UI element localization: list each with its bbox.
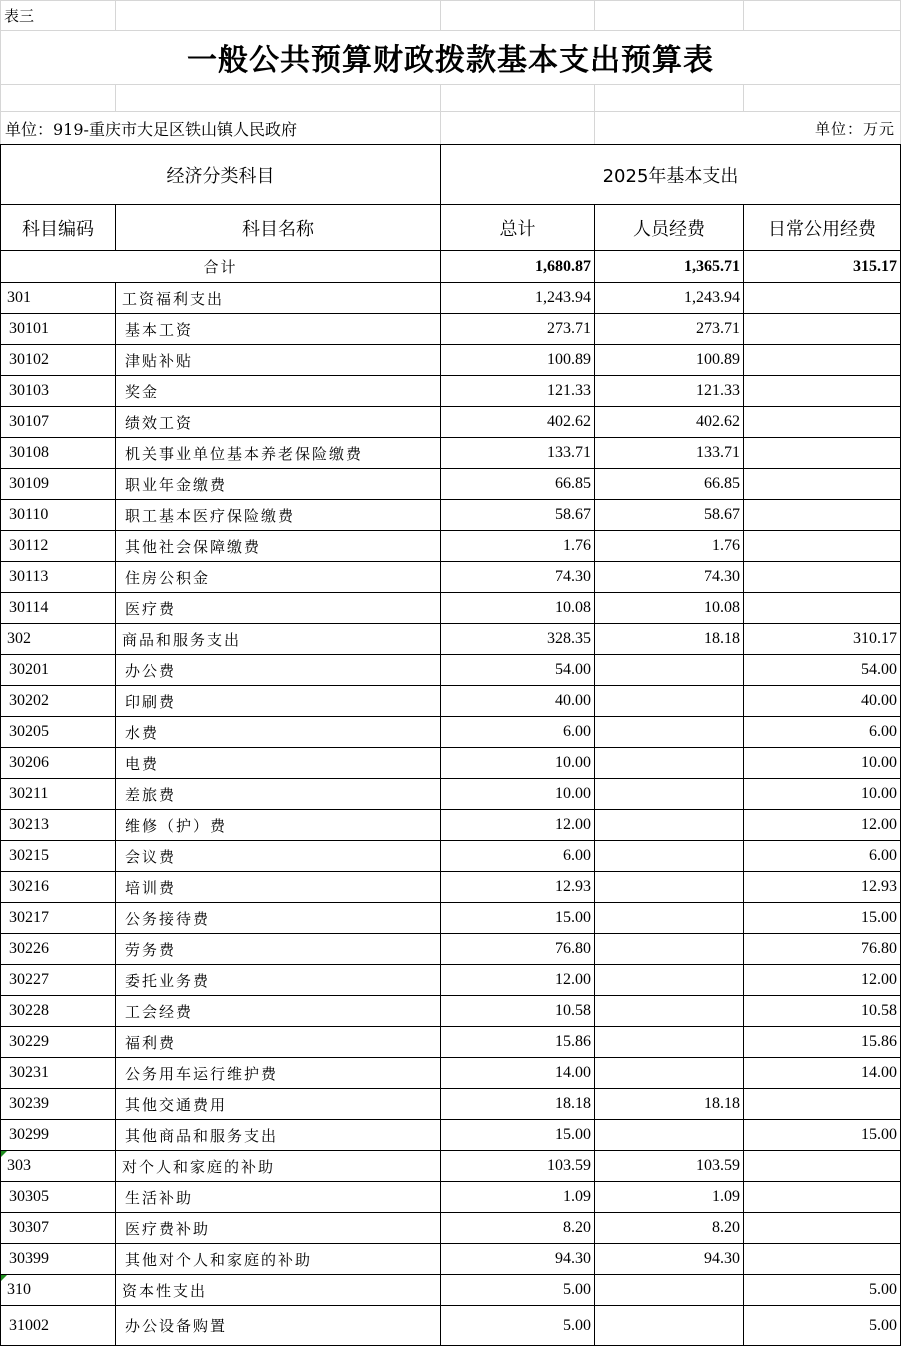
row-public: 10.00 bbox=[744, 779, 901, 810]
row-personnel: 66.85 bbox=[595, 469, 744, 500]
row-personnel bbox=[595, 810, 744, 841]
row-name: 水费 bbox=[116, 717, 441, 748]
table-row bbox=[0, 996, 901, 1027]
row-total: 6.00 bbox=[441, 841, 595, 872]
row-code: 30227 bbox=[0, 965, 116, 996]
row-personnel bbox=[595, 655, 744, 686]
row-personnel: 58.67 bbox=[595, 500, 744, 531]
row-total: 15.86 bbox=[441, 1027, 595, 1058]
row-public: 40.00 bbox=[744, 686, 901, 717]
table-row bbox=[0, 376, 901, 407]
total-row bbox=[0, 251, 901, 283]
row-code: 30216 bbox=[0, 872, 116, 903]
unit-currency: 单位：万元 bbox=[814, 119, 895, 138]
row-total: 10.58 bbox=[441, 996, 595, 1027]
row-code: 30109 bbox=[0, 469, 116, 500]
total-sum: 1,680.87 bbox=[441, 251, 595, 283]
row-total: 10.00 bbox=[441, 779, 595, 810]
row-code: 30113 bbox=[0, 562, 116, 593]
row-code: 30206 bbox=[0, 748, 116, 779]
row-personnel bbox=[595, 1027, 744, 1058]
header-name: 科目名称 bbox=[116, 205, 441, 251]
row-public: 5.00 bbox=[744, 1306, 901, 1346]
row-public bbox=[744, 1182, 901, 1213]
row-total: 76.80 bbox=[441, 934, 595, 965]
row-code: 30202 bbox=[0, 686, 116, 717]
row-total: 40.00 bbox=[441, 686, 595, 717]
row-public: 14.00 bbox=[744, 1058, 901, 1089]
row-personnel bbox=[595, 903, 744, 934]
row-total: 94.30 bbox=[441, 1244, 595, 1275]
row-code: 30201 bbox=[0, 655, 116, 686]
total-personnel: 1,365.71 bbox=[595, 251, 744, 283]
row-public bbox=[744, 438, 901, 469]
row-total: 133.71 bbox=[441, 438, 595, 469]
row-personnel: 18.18 bbox=[595, 1089, 744, 1120]
row-public: 15.00 bbox=[744, 1120, 901, 1151]
row-name: 公务接待费 bbox=[116, 903, 441, 934]
row-personnel bbox=[595, 1120, 744, 1151]
row-total: 14.00 bbox=[441, 1058, 595, 1089]
row-name: 印刷费 bbox=[116, 686, 441, 717]
row-code: 30110 bbox=[0, 500, 116, 531]
row-code: 30114 bbox=[0, 593, 116, 624]
row-name: 医疗费 bbox=[116, 593, 441, 624]
row-total: 5.00 bbox=[441, 1306, 595, 1346]
table-row bbox=[0, 965, 901, 996]
row-total: 6.00 bbox=[441, 717, 595, 748]
header-total: 总计 bbox=[441, 205, 595, 251]
row-name: 津贴补贴 bbox=[116, 345, 441, 376]
row-public: 310.17 bbox=[744, 624, 901, 655]
row-personnel: 121.33 bbox=[595, 376, 744, 407]
row-code: 30299 bbox=[0, 1120, 116, 1151]
table-row bbox=[0, 469, 901, 500]
row-total: 328.35 bbox=[441, 624, 595, 655]
row-personnel: 133.71 bbox=[595, 438, 744, 469]
row-code: 30226 bbox=[0, 934, 116, 965]
row-name: 劳务费 bbox=[116, 934, 441, 965]
row-public bbox=[744, 314, 901, 345]
table-row bbox=[0, 934, 901, 965]
row-name: 福利费 bbox=[116, 1027, 441, 1058]
row-total: 100.89 bbox=[441, 345, 595, 376]
table-row bbox=[0, 1120, 901, 1151]
row-total: 8.20 bbox=[441, 1213, 595, 1244]
row-code: 30103 bbox=[0, 376, 116, 407]
row-code: 30228 bbox=[0, 996, 116, 1027]
row-public: 10.00 bbox=[744, 748, 901, 779]
row-public: 15.86 bbox=[744, 1027, 901, 1058]
row-name: 资本性支出 bbox=[116, 1275, 441, 1306]
row-public: 15.00 bbox=[744, 903, 901, 934]
header-basic-expenditure: 2025年基本支出 bbox=[441, 144, 901, 205]
row-total: 58.67 bbox=[441, 500, 595, 531]
row-code: 30205 bbox=[0, 717, 116, 748]
row-name: 培训费 bbox=[116, 872, 441, 903]
row-name: 生活补助 bbox=[116, 1182, 441, 1213]
row-total: 1.09 bbox=[441, 1182, 595, 1213]
row-name: 机关事业单位基本养老保险缴费 bbox=[116, 438, 441, 469]
row-code: 30102 bbox=[0, 345, 116, 376]
table-row bbox=[0, 1306, 901, 1346]
row-code: 303 bbox=[0, 1151, 116, 1182]
row-personnel: 402.62 bbox=[595, 407, 744, 438]
total-label: 合计 bbox=[0, 251, 441, 283]
row-name: 绩效工资 bbox=[116, 407, 441, 438]
row-name: 委托业务费 bbox=[116, 965, 441, 996]
row-code: 30217 bbox=[0, 903, 116, 934]
row-public bbox=[744, 500, 901, 531]
row-public: 10.58 bbox=[744, 996, 901, 1027]
row-code: 302 bbox=[0, 624, 116, 655]
table-row bbox=[0, 531, 901, 562]
row-public: 12.00 bbox=[744, 810, 901, 841]
row-name: 对个人和家庭的补助 bbox=[116, 1151, 441, 1182]
row-personnel: 18.18 bbox=[595, 624, 744, 655]
row-public: 6.00 bbox=[744, 717, 901, 748]
row-personnel: 10.08 bbox=[595, 593, 744, 624]
row-personnel bbox=[595, 717, 744, 748]
row-total: 66.85 bbox=[441, 469, 595, 500]
row-code: 30213 bbox=[0, 810, 116, 841]
table-row bbox=[0, 1244, 901, 1275]
row-personnel bbox=[595, 1058, 744, 1089]
row-public: 54.00 bbox=[744, 655, 901, 686]
row-name: 职业年金缴费 bbox=[116, 469, 441, 500]
table-row bbox=[0, 314, 901, 345]
row-total: 10.00 bbox=[441, 748, 595, 779]
row-total: 5.00 bbox=[441, 1275, 595, 1306]
table-label: 表三 bbox=[4, 6, 35, 25]
row-total: 103.59 bbox=[441, 1151, 595, 1182]
row-personnel bbox=[595, 872, 744, 903]
row-personnel: 100.89 bbox=[595, 345, 744, 376]
row-personnel bbox=[595, 1306, 744, 1346]
row-total: 15.00 bbox=[441, 903, 595, 934]
table-row bbox=[0, 1213, 901, 1244]
row-personnel: 8.20 bbox=[595, 1213, 744, 1244]
row-personnel: 1.76 bbox=[595, 531, 744, 562]
row-total: 12.00 bbox=[441, 810, 595, 841]
row-name: 电费 bbox=[116, 748, 441, 779]
cell-flag-icon bbox=[1, 1151, 7, 1157]
table-row bbox=[0, 686, 901, 717]
row-total: 1.76 bbox=[441, 531, 595, 562]
table-row bbox=[0, 717, 901, 748]
row-code: 310 bbox=[0, 1275, 116, 1306]
table-row bbox=[0, 872, 901, 903]
row-code: 30108 bbox=[0, 438, 116, 469]
row-public bbox=[744, 531, 901, 562]
row-total: 74.30 bbox=[441, 562, 595, 593]
row-public bbox=[744, 407, 901, 438]
total-public: 315.17 bbox=[744, 251, 901, 283]
row-total: 54.00 bbox=[441, 655, 595, 686]
row-public bbox=[744, 376, 901, 407]
row-public: 6.00 bbox=[744, 841, 901, 872]
row-personnel bbox=[595, 965, 744, 996]
page-title: 一般公共预算财政拨款基本支出预算表 bbox=[187, 43, 714, 78]
row-public: 76.80 bbox=[744, 934, 901, 965]
row-personnel: 94.30 bbox=[595, 1244, 744, 1275]
table-row bbox=[0, 1027, 901, 1058]
row-name: 其他对个人和家庭的补助 bbox=[116, 1244, 441, 1275]
row-personnel: 74.30 bbox=[595, 562, 744, 593]
table-row bbox=[0, 624, 901, 655]
table-row bbox=[0, 407, 901, 438]
row-public bbox=[744, 1151, 901, 1182]
row-name: 会议费 bbox=[116, 841, 441, 872]
row-name: 职工基本医疗保险缴费 bbox=[116, 500, 441, 531]
row-total: 15.00 bbox=[441, 1120, 595, 1151]
table-row bbox=[0, 1275, 901, 1306]
header-public: 日常公用经费 bbox=[744, 205, 901, 251]
row-code: 30231 bbox=[0, 1058, 116, 1089]
row-name: 办公设备购置 bbox=[116, 1306, 441, 1346]
row-total: 273.71 bbox=[441, 314, 595, 345]
row-name: 奖金 bbox=[116, 376, 441, 407]
row-public bbox=[744, 283, 901, 314]
row-name: 其他交通费用 bbox=[116, 1089, 441, 1120]
row-personnel bbox=[595, 841, 744, 872]
row-personnel: 103.59 bbox=[595, 1151, 744, 1182]
header-economic-category: 经济分类科目 bbox=[0, 144, 441, 205]
row-name: 办公费 bbox=[116, 655, 441, 686]
row-total: 1,243.94 bbox=[441, 283, 595, 314]
row-personnel bbox=[595, 1275, 744, 1306]
row-name: 其他社会保障缴费 bbox=[116, 531, 441, 562]
row-name: 住房公积金 bbox=[116, 562, 441, 593]
cell-flag-icon bbox=[1, 1275, 7, 1281]
table-row bbox=[0, 1182, 901, 1213]
row-total: 402.62 bbox=[441, 407, 595, 438]
row-code: 30307 bbox=[0, 1213, 116, 1244]
row-code: 31002 bbox=[0, 1306, 116, 1346]
row-code: 30239 bbox=[0, 1089, 116, 1120]
row-code: 301 bbox=[0, 283, 116, 314]
row-personnel: 1,243.94 bbox=[595, 283, 744, 314]
row-name: 基本工资 bbox=[116, 314, 441, 345]
row-public bbox=[744, 345, 901, 376]
table-row bbox=[0, 500, 901, 531]
table-row bbox=[0, 562, 901, 593]
row-name: 商品和服务支出 bbox=[116, 624, 441, 655]
row-public bbox=[744, 1213, 901, 1244]
row-code: 30229 bbox=[0, 1027, 116, 1058]
row-public: 12.00 bbox=[744, 965, 901, 996]
row-personnel bbox=[595, 779, 744, 810]
row-code: 30399 bbox=[0, 1244, 116, 1275]
row-total: 12.00 bbox=[441, 965, 595, 996]
table-row bbox=[0, 1151, 901, 1182]
row-code: 30112 bbox=[0, 531, 116, 562]
row-public: 5.00 bbox=[744, 1275, 901, 1306]
header-personnel: 人员经费 bbox=[595, 205, 744, 251]
row-total: 18.18 bbox=[441, 1089, 595, 1120]
row-name: 公务用车运行维护费 bbox=[116, 1058, 441, 1089]
row-public: 12.93 bbox=[744, 872, 901, 903]
unit-org: 单位：919-重庆市大足区铁山镇人民政府 bbox=[5, 119, 297, 139]
row-personnel bbox=[595, 748, 744, 779]
row-code: 30305 bbox=[0, 1182, 116, 1213]
row-personnel bbox=[595, 934, 744, 965]
row-public bbox=[744, 1089, 901, 1120]
row-name: 工会经费 bbox=[116, 996, 441, 1027]
row-total: 121.33 bbox=[441, 376, 595, 407]
row-code: 30211 bbox=[0, 779, 116, 810]
row-total: 12.93 bbox=[441, 872, 595, 903]
row-personnel: 273.71 bbox=[595, 314, 744, 345]
table-row bbox=[0, 283, 901, 314]
row-code: 30101 bbox=[0, 314, 116, 345]
row-code: 30215 bbox=[0, 841, 116, 872]
table-row bbox=[0, 655, 901, 686]
row-public bbox=[744, 469, 901, 500]
row-name: 工资福利支出 bbox=[116, 283, 441, 314]
table-row bbox=[0, 903, 901, 934]
row-personnel bbox=[595, 686, 744, 717]
table-row bbox=[0, 593, 901, 624]
table-row bbox=[0, 779, 901, 810]
row-code: 30107 bbox=[0, 407, 116, 438]
row-total: 10.08 bbox=[441, 593, 595, 624]
row-name: 医疗费补助 bbox=[116, 1213, 441, 1244]
header-column-row bbox=[0, 205, 901, 251]
header-code: 科目编码 bbox=[0, 205, 116, 251]
table-row bbox=[0, 748, 901, 779]
table-row bbox=[0, 345, 901, 376]
row-personnel: 1.09 bbox=[595, 1182, 744, 1213]
table-row bbox=[0, 841, 901, 872]
row-personnel bbox=[595, 996, 744, 1027]
row-name: 差旅费 bbox=[116, 779, 441, 810]
row-public bbox=[744, 593, 901, 624]
row-public bbox=[744, 562, 901, 593]
row-name: 其他商品和服务支出 bbox=[116, 1120, 441, 1151]
table-row bbox=[0, 1058, 901, 1089]
header-group-row bbox=[0, 144, 901, 205]
table-row bbox=[0, 1089, 901, 1120]
table-row bbox=[0, 438, 901, 469]
table-row bbox=[0, 810, 901, 841]
row-name: 维修（护）费 bbox=[116, 810, 441, 841]
row-public bbox=[744, 1244, 901, 1275]
